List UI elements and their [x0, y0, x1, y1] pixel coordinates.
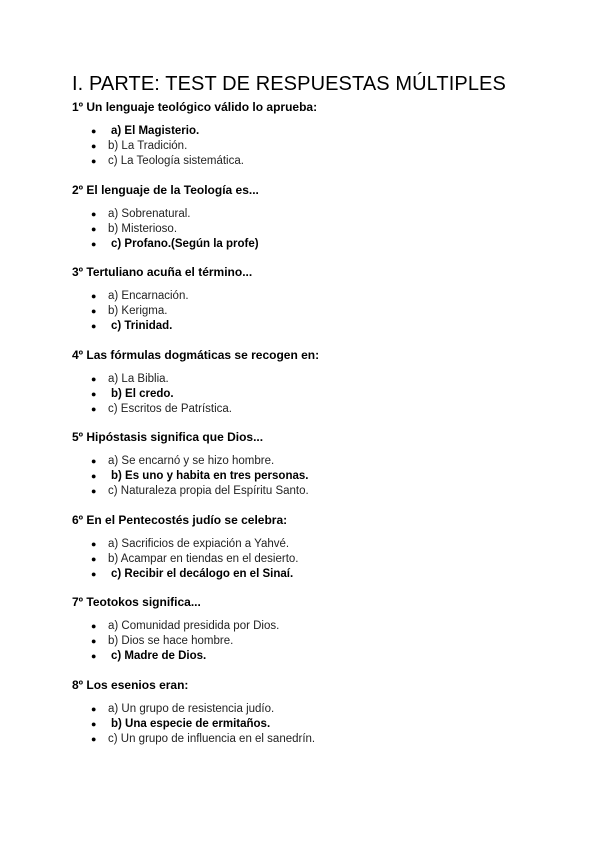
question-text: 4º Las fórmulas dogmáticas se recogen en: [72, 347, 320, 362]
bullet-icon: ● [91, 621, 97, 631]
answer-option [72, 139, 552, 154]
answer-option [72, 537, 552, 552]
answer-option [72, 619, 552, 634]
bullet-icon: ● [91, 306, 97, 316]
question-3 [72, 265, 552, 334]
answer-option-correct [72, 649, 552, 664]
answer-option-text: c) Recibir el decálogo en el Sinaí. [111, 567, 294, 580]
answer-option-correct [72, 319, 552, 334]
answer-option-text: b) Kerigma. [108, 305, 168, 317]
answer-option [72, 732, 552, 747]
question-7 [72, 595, 552, 664]
answer-option [72, 702, 552, 717]
answer-option-text: c) Escritos de Patrística. [108, 402, 232, 415]
answer-option [72, 372, 552, 387]
bullet-icon: ● [91, 238, 97, 249]
question-2 [72, 183, 552, 252]
question-text: 3º Tertuliano acuña el término... [72, 265, 253, 279]
bullet-icon: ● [91, 388, 97, 399]
answer-option [72, 552, 552, 567]
answer-option-text: a) El Magisterio. [111, 125, 200, 137]
bullet-icon: ● [91, 651, 97, 661]
bullet-icon: ● [91, 553, 97, 564]
answer-option [72, 207, 552, 222]
answer-options [72, 702, 552, 747]
answer-option-correct [72, 237, 552, 252]
bullet-icon: ● [91, 141, 97, 151]
question-text: 8º Los esenios eran: [72, 677, 189, 692]
answer-option-text: c) Un grupo de influencia en el sanedrín. [108, 732, 316, 745]
bullet-icon: ● [91, 718, 97, 729]
answer-option-text: b) La Tradición. [108, 140, 188, 152]
answer-option-text: b) Es uno y habita en tres personas. [111, 470, 309, 482]
bullet-icon: ● [91, 373, 97, 384]
answer-option-text: b) Una especie de ermitaños. [111, 717, 271, 730]
page-title: I. PARTE: TEST DE RESPUESTAS MÚLTIPLES [72, 73, 506, 95]
answer-option-text: a) Sacrificios de expiación a Yahvé. [108, 537, 290, 550]
answer-option-text: c) Naturaleza propia del Espíritu Santo. [108, 485, 309, 497]
answer-option-correct [72, 567, 552, 582]
answer-option-text: b) Misterioso. [108, 222, 178, 235]
bullet-icon: ● [91, 321, 97, 331]
answer-option-correct [72, 124, 552, 139]
bullet-icon: ● [91, 703, 97, 714]
question-text: 7º Teotokos significa... [72, 595, 201, 609]
bullet-icon: ● [91, 471, 97, 481]
bullet-icon: ● [91, 538, 97, 549]
bullet-icon: ● [91, 568, 97, 579]
answer-option [72, 154, 552, 169]
bullet-icon: ● [91, 486, 97, 496]
bullet-icon: ● [91, 156, 97, 166]
question-5 [72, 430, 552, 499]
answer-option-text: a) Encarnación. [108, 290, 189, 302]
answer-option [72, 454, 552, 469]
question-text: 1º Un lenguaje teológico válido lo aprueba: [72, 100, 318, 114]
question-8 [72, 678, 552, 747]
answer-options [72, 207, 552, 252]
answer-options [72, 124, 552, 169]
answer-option-text: a) Se encarnó y se hizo hombre. [108, 455, 275, 467]
answer-option-text: b) Acampar en tiendas en el desierto. [108, 552, 299, 565]
answer-option-text: a) Un grupo de resistencia judío. [108, 702, 275, 715]
answer-option-text: a) Sobrenatural. [108, 207, 191, 220]
bullet-icon: ● [91, 223, 97, 234]
answer-option [72, 304, 552, 319]
answer-options [72, 454, 552, 499]
answer-option [72, 484, 552, 499]
question-text: 6º En el Pentecostés judío se celebra: [72, 512, 288, 527]
question-1 [72, 100, 552, 169]
answer-option [72, 634, 552, 649]
answer-options [72, 537, 552, 582]
answer-options [72, 289, 552, 334]
question-6 [72, 513, 552, 582]
answer-option [72, 402, 552, 417]
answer-option-text: b) El credo. [111, 387, 174, 400]
answer-option-text: a) La Biblia. [108, 372, 169, 385]
answer-option-correct [72, 387, 552, 402]
answer-option-text: c) La Teología sistemática. [108, 155, 244, 167]
answer-option [72, 222, 552, 237]
answer-option-text: c) Profano.(Según la profe) [111, 237, 259, 250]
bullet-icon: ● [91, 403, 97, 414]
answer-option-text: b) Dios se hace hombre. [108, 635, 234, 647]
answer-option [72, 289, 552, 304]
bullet-icon: ● [91, 291, 97, 301]
bullet-icon: ● [91, 456, 97, 466]
answer-options [72, 619, 552, 664]
bullet-icon: ● [91, 208, 97, 219]
bullet-icon: ● [91, 126, 97, 136]
answer-option-text: c) Madre de Dios. [111, 650, 207, 662]
question-text: 2º El lenguaje de la Teología es... [72, 182, 259, 197]
answer-option-correct [72, 717, 552, 732]
question-text: 5º Hipóstasis significa que Dios... [72, 430, 264, 444]
answer-option-correct [72, 469, 552, 484]
bullet-icon: ● [91, 733, 97, 744]
answer-option-text: c) Trinidad. [111, 320, 173, 332]
answer-option-text: a) Comunidad presidida por Dios. [108, 620, 280, 632]
question-4 [72, 348, 552, 417]
bullet-icon: ● [91, 636, 97, 646]
answer-options [72, 372, 552, 417]
